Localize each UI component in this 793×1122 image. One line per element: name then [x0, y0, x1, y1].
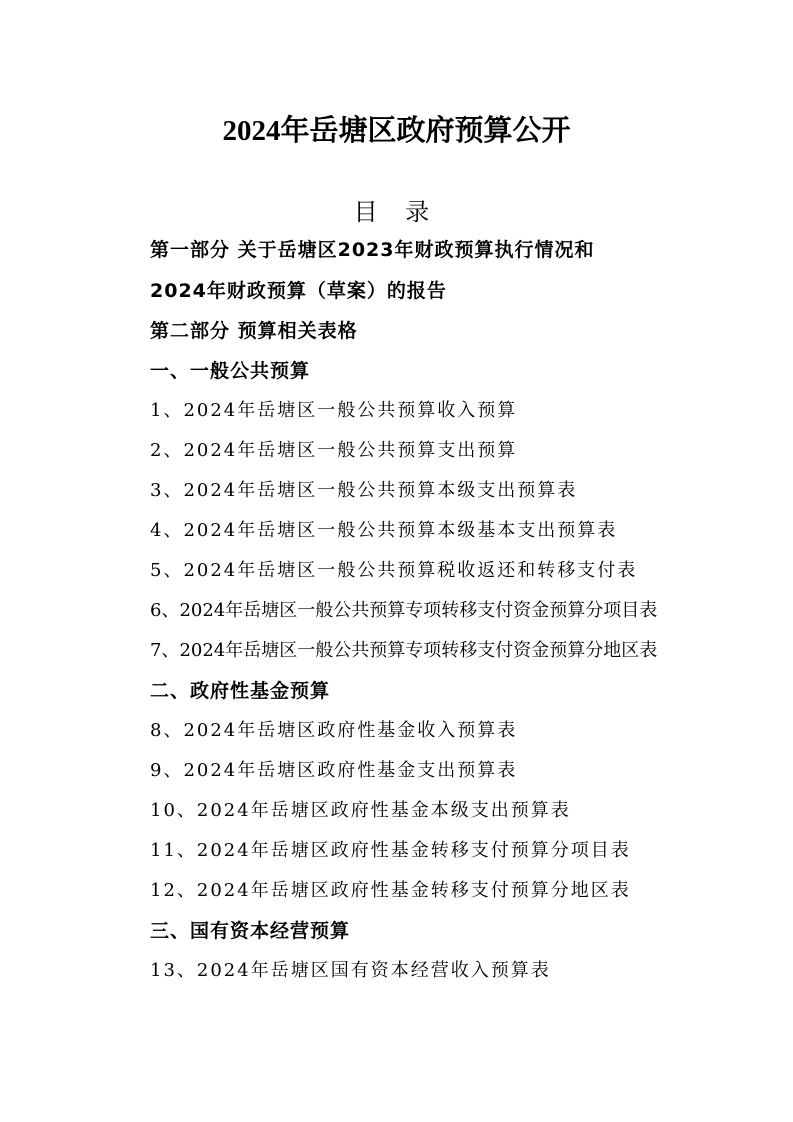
toc-item: 5、2024年岳塘区一般公共预算税收返还和转移支付表 [150, 560, 638, 581]
toc-item: 2、2024年岳塘区一般公共预算支出预算 [150, 440, 518, 461]
part2-heading: 第二部分 预算相关表格 [150, 320, 358, 342]
toc-item: 8、2024年岳塘区政府性基金收入预算表 [150, 720, 518, 741]
toc-item: 12、2024年岳塘区政府性基金转移支付预算分地区表 [150, 880, 631, 901]
toc-item: 9、2024年岳塘区政府性基金支出预算表 [150, 760, 518, 781]
section-heading-general-budget: 一、一般公共预算 [150, 360, 311, 382]
toc-item: 7、2024年岳塘区一般公共预算专项转移支付资金预算分地区表 [150, 640, 658, 661]
toc-item: 13、2024年岳塘区国有资本经营收入预算表 [150, 960, 551, 981]
toc-item: 3、2024年岳塘区一般公共预算本级支出预算表 [150, 480, 578, 501]
toc-item: 11、2024年岳塘区政府性基金转移支付预算分项目表 [150, 840, 631, 861]
toc-item: 4、2024年岳塘区一般公共预算本级基本支出预算表 [150, 520, 618, 541]
toc-item: 10、2024年岳塘区政府性基金本级支出预算表 [150, 800, 571, 821]
section-heading-state-capital: 三、国有资本经营预算 [150, 920, 351, 942]
part1-heading-line2: 2024年财政预算（草案）的报告 [150, 280, 447, 302]
toc-heading: 目 录 [353, 198, 440, 226]
document-title: 2024年岳塘区政府预算公开 [222, 115, 571, 147]
toc-item: 1、2024年岳塘区一般公共预算收入预算 [150, 400, 518, 421]
toc-item: 6、2024年岳塘区一般公共预算专项转移支付资金预算分项目表 [150, 600, 658, 621]
section-heading-government-fund: 二、政府性基金预算 [150, 680, 331, 702]
part1-heading-line1: 第一部分 关于岳塘区2023年财政预算执行情况和 [150, 239, 595, 261]
